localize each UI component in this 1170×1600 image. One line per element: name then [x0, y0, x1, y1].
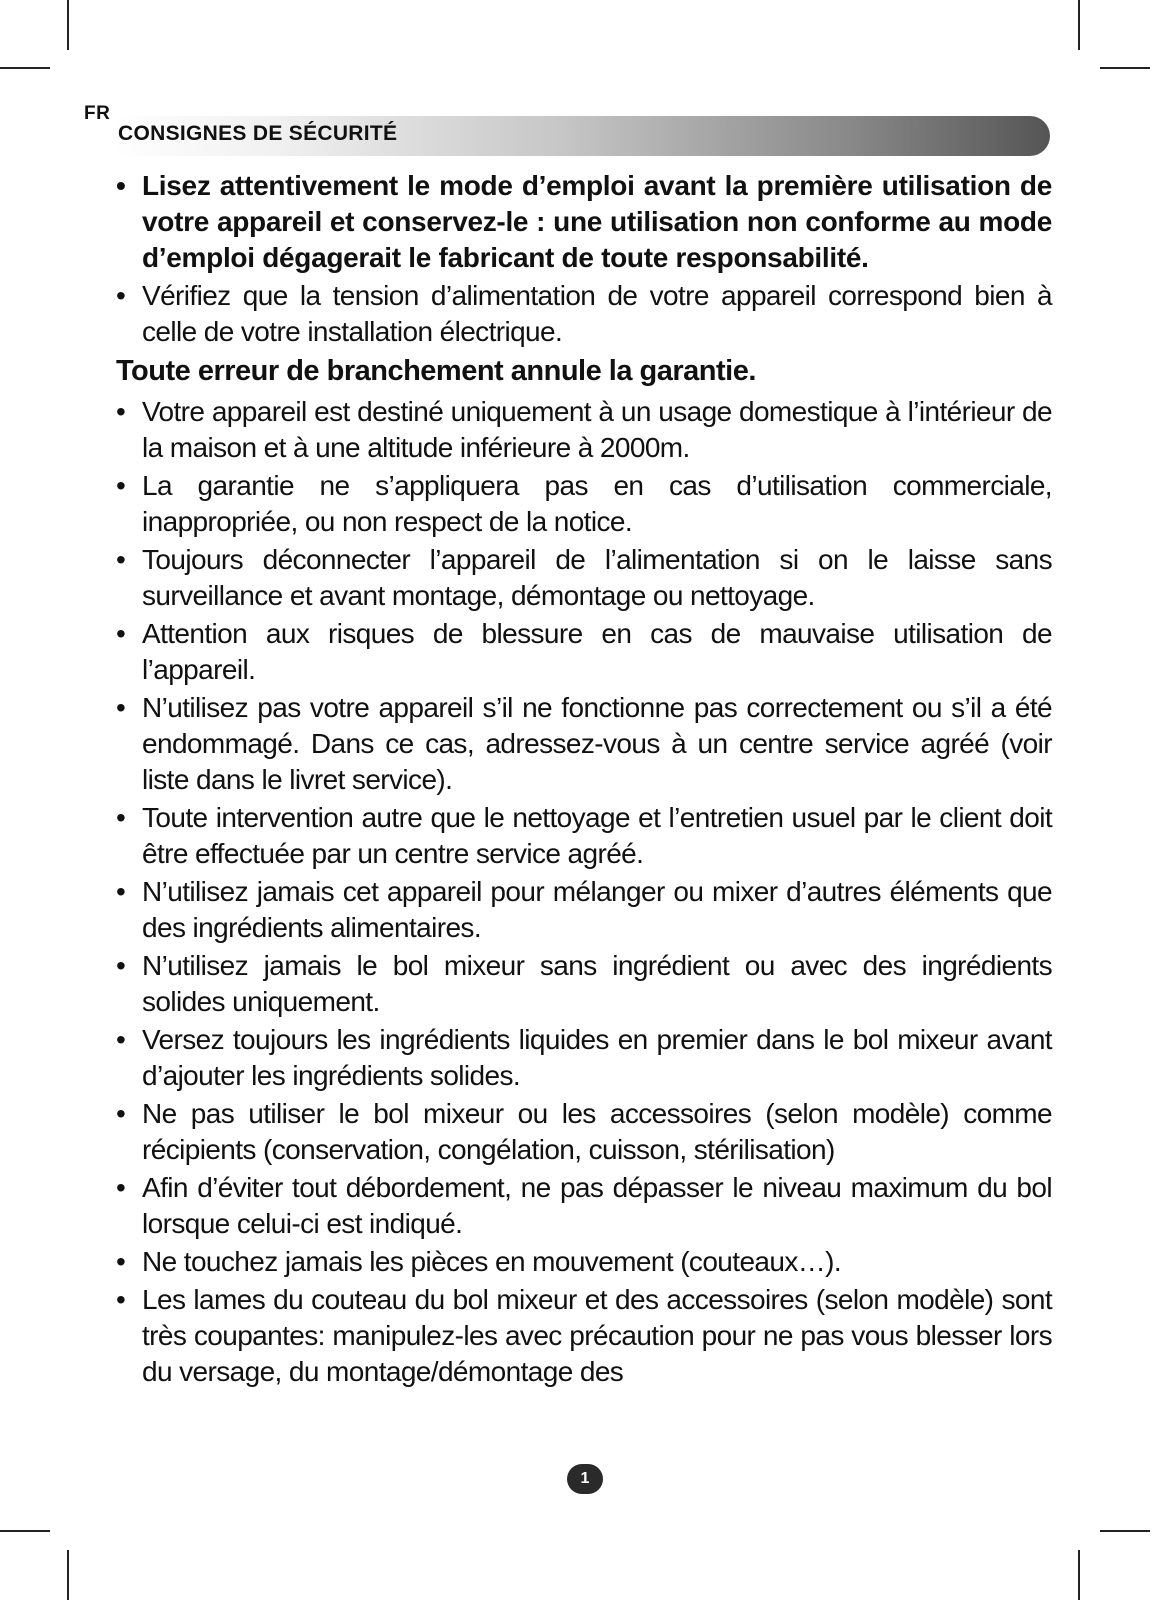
bullet: •	[116, 876, 126, 907]
list-item-text: Les lames du couteau du bol mixeur et des accessoires (selon modèle) sont très coupantes: manipulez-les avec précaution pour ne pas vous blesser lors du versage, du montage/démontage des	[142, 1284, 1052, 1387]
bullet: •	[116, 802, 126, 833]
list-item	[116, 278, 1052, 350]
list-item-text: Toujours déconnecter l’appareil de l’alimentation si on le laisse sans surveillance et avant montage, démontage ou nettoyage.	[142, 544, 1052, 611]
page-number-badge	[567, 1464, 603, 1494]
list-item	[116, 1170, 1052, 1242]
list-item	[116, 690, 1052, 798]
language-code: FR	[84, 103, 111, 124]
bullet: •	[116, 1098, 126, 1129]
safety-instructions	[116, 168, 1052, 1392]
crop-mark	[1078, 1550, 1080, 1600]
crop-mark	[1078, 0, 1080, 50]
list-item-text: La garantie ne s’appliquera pas en cas d’utilisation commerciale, inappropriée, ou non respect de la notice.	[142, 470, 1052, 537]
list-item	[116, 468, 1052, 540]
list-item-text: Ne touchez jamais les pièces en mouvement (couteaux…).	[142, 1246, 842, 1277]
page-number: 1	[580, 1470, 590, 1487]
list-item	[116, 948, 1052, 1020]
list-item	[116, 616, 1052, 688]
bullet: •	[116, 692, 126, 723]
section-header-bar	[112, 116, 1050, 156]
list-item	[116, 168, 1052, 276]
list-item	[116, 800, 1052, 872]
section-title: CONSIGNES DE SÉCURITÉ	[118, 122, 398, 145]
bullet: •	[116, 280, 126, 311]
list-item-text: Toute intervention autre que le nettoyage et l’entretien usuel par le client doit être effectuée par un centre service agréé.	[142, 802, 1052, 869]
crop-mark	[1100, 67, 1150, 69]
list-item-text: N’utilisez pas votre appareil s’il ne fonctionne pas correctement ou s’il a été endommagé. Dans ce cas, adressez-vous à un centre service agréé (voir liste dans le livret service).	[142, 692, 1052, 795]
list-item-text: Votre appareil est destiné uniquement à un usage domestique à l’intérieur de la maison et à une altitude inférieure à 2000m.	[142, 396, 1052, 463]
list-item	[116, 542, 1052, 614]
list-item-text: Afin d’éviter tout débordement, ne pas dépasser le niveau maximum du bol lorsque celui-ci est indiqué.	[142, 1172, 1052, 1239]
list-item-text: N’utilisez jamais cet appareil pour mélanger ou mixer d’autres éléments que des ingrédients alimentaires.	[142, 876, 1052, 943]
list-item	[116, 394, 1052, 466]
bullet: •	[116, 396, 126, 427]
bullet: •	[116, 1284, 126, 1315]
bullet: •	[116, 1024, 126, 1055]
list-item-text: N’utilisez jamais le bol mixeur sans ingrédient ou avec des ingrédients solides uniquement.	[142, 950, 1052, 1017]
bullet: •	[116, 170, 126, 201]
bullet: •	[116, 1246, 126, 1277]
bullet: •	[116, 470, 126, 501]
crop-mark	[67, 0, 69, 50]
list-item-text: Vérifiez que la tension d’alimentation de votre appareil correspond bien à celle de votre installation électrique.	[142, 280, 1052, 347]
list-item	[116, 1096, 1052, 1168]
bullet: •	[116, 544, 126, 575]
list-item	[116, 1022, 1052, 1094]
list-item-text: Ne pas utiliser le bol mixeur ou les accessoires (selon modèle) comme récipients (conservation, congélation, cuisson, stérilisation)	[142, 1098, 1052, 1165]
list-item-text: Attention aux risques de blessure en cas de mauvaise utilisation de l’appareil.	[142, 618, 1052, 685]
bullet: •	[116, 1172, 126, 1203]
list-item	[116, 1282, 1052, 1390]
list-item-text: Lisez attentivement le mode d’emploi avant la première utilisation de votre appareil et conservez-le : une utilisation non conforme au mode d’emploi dégagerait le fabricant de toute responsabilité.	[142, 170, 1052, 273]
bullet: •	[116, 618, 126, 649]
crop-mark	[0, 1530, 50, 1532]
list-item-text: Versez toujours les ingrédients liquides en premier dans le bol mixeur avant d’ajouter les ingrédients solides.	[142, 1024, 1052, 1091]
list-item	[116, 874, 1052, 946]
warning-text: Toute erreur de branchement annule la garantie.	[116, 355, 756, 387]
crop-mark	[67, 1550, 69, 1600]
list-item	[116, 1244, 1052, 1280]
crop-mark	[1100, 1530, 1150, 1532]
bullet: •	[116, 950, 126, 981]
crop-mark	[0, 67, 50, 69]
